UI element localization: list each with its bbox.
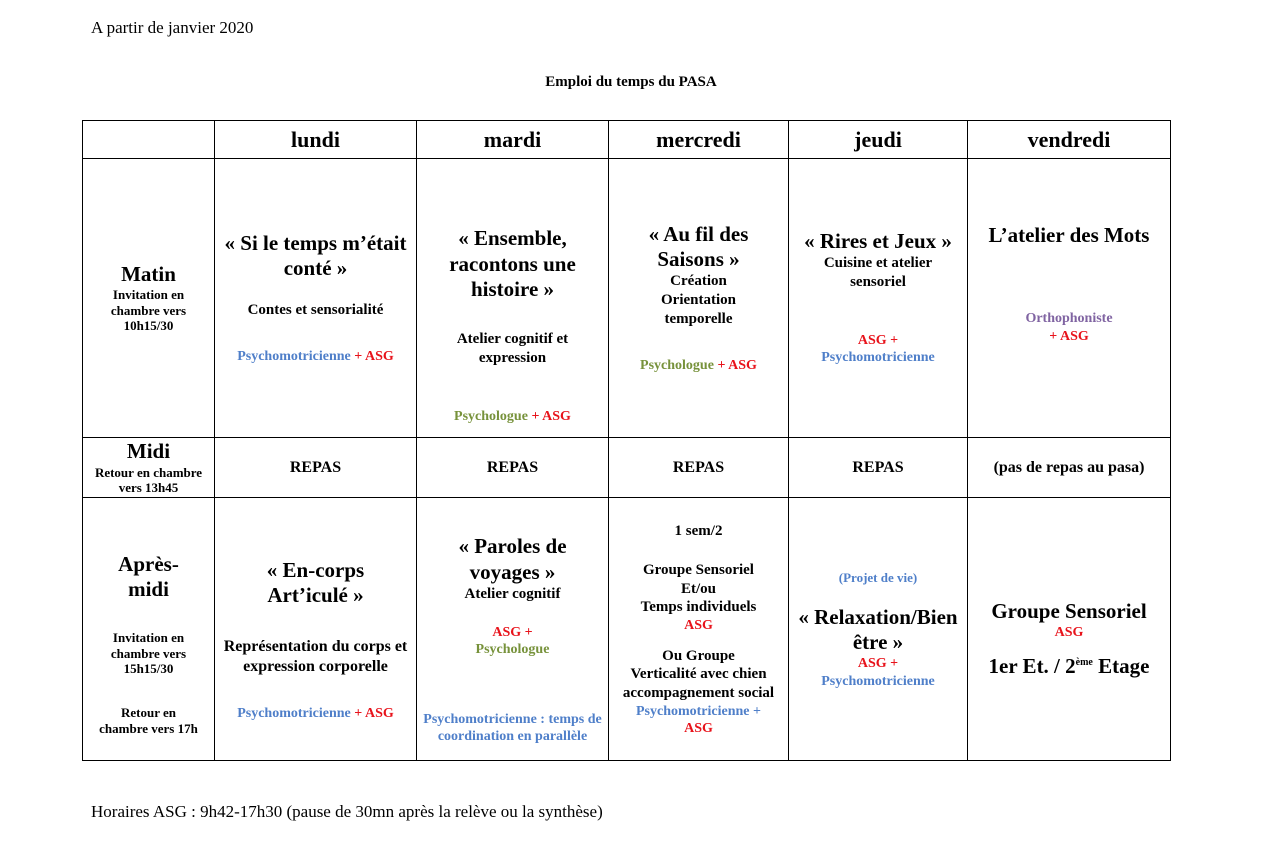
cell-matin-jeudi <box>789 159 968 438</box>
staff-name: Psychomotricienne <box>237 705 351 721</box>
activity-line: Groupe Sensoriel <box>643 561 754 578</box>
cell-am-mardi <box>417 498 609 761</box>
day-header-mercredi: mercredi <box>609 121 789 159</box>
cell-midi-mardi: REPAS <box>417 438 609 498</box>
location <box>972 654 1166 679</box>
day-header-mardi: mardi <box>417 121 609 159</box>
staff-name: ASG + <box>857 656 899 672</box>
staff-line <box>613 357 784 375</box>
staff-name: ASG <box>492 624 522 640</box>
apres-midi-row <box>83 498 1171 761</box>
staff-name: ASG <box>542 408 571 424</box>
activity-title: L’atelier des Mots <box>988 223 1150 247</box>
staff-name: Psychologue <box>640 357 714 373</box>
cell-matin-lundi <box>215 159 417 438</box>
cell-midi-jeudi: REPAS <box>789 438 968 498</box>
cell-midi-vendredi: (pas de repas au pasa) <box>968 438 1171 498</box>
activity-line: Verticalité avec chien accompagnement social <box>622 666 775 702</box>
apres-midi-label: Après-midi <box>118 551 179 602</box>
staff-name: ASG <box>684 721 713 737</box>
matin-label: Matin <box>121 262 176 287</box>
staff-name: Psychomotricienne <box>237 348 351 364</box>
staff-line <box>219 348 412 366</box>
activity-line: Ou Groupe <box>662 647 735 664</box>
header-date: A partir de janvier 2020 <box>91 18 254 37</box>
staff-plus: + <box>350 348 365 364</box>
activity-title: Groupe Sensoriel <box>991 599 1147 624</box>
matin-row <box>83 159 1171 438</box>
day-header-jeudi: jeudi <box>789 121 968 159</box>
cell-am-jeudi <box>789 498 968 761</box>
staff-name: Psychomotricienne <box>821 350 935 366</box>
cell-am-mercredi <box>609 498 789 761</box>
activity-desc: Représentation du corps et expression corporelle <box>223 637 408 675</box>
corner-cell <box>83 121 215 159</box>
activity-title: « Si le temps m’était conté » <box>224 230 407 280</box>
activity-line: Temps individuels <box>640 599 757 616</box>
staff-plus: + <box>521 624 533 640</box>
staff-name: ASG <box>1054 625 1084 641</box>
staff-plus: + <box>713 357 729 373</box>
schedule-table <box>82 120 1171 761</box>
staff-name: ASG <box>364 705 394 721</box>
activity-desc: Cuisine et atelier sensoriel <box>823 255 933 291</box>
staff-name: Psychologue <box>475 642 550 658</box>
staff-name: ASG <box>364 348 394 364</box>
activity-desc: Atelier cognitif et expression <box>456 331 569 366</box>
staff-plus: + <box>527 408 543 424</box>
apres-midi-note-1: Invitation en chambre vers 15h15/30 <box>110 630 187 677</box>
cell-am-vendredi <box>968 498 1171 761</box>
activity-title: « Ensemble, racontons une histoire » <box>449 226 576 301</box>
staff-plus: + <box>350 705 365 721</box>
activity-title: « En-corps Art’iculé » <box>266 558 365 608</box>
staff-name: ASG <box>684 618 713 634</box>
staff-name: Psychomotricienne : temps de coordination en parallèle <box>423 711 602 745</box>
cell-matin-mercredi <box>609 159 789 438</box>
midi-row <box>83 438 1171 498</box>
location-sup: ème <box>1075 656 1093 668</box>
staff-line <box>421 624 604 642</box>
staff-name: Psychomotricienne <box>821 673 935 689</box>
activity-line: Et/ou <box>680 580 716 597</box>
header-row <box>83 121 1171 159</box>
location-part: Etage <box>1092 653 1150 678</box>
activity-title: « Relaxation/Bien être » <box>798 605 958 655</box>
midi-label: Midi <box>126 439 171 464</box>
activity-desc: Atelier cognitif <box>464 585 561 602</box>
cell-am-lundi <box>215 498 417 761</box>
row-label-matin <box>83 159 215 438</box>
cell-midi-lundi: REPAS <box>215 438 417 498</box>
cell-matin-mardi <box>417 159 609 438</box>
staff-name: + ASG <box>1049 328 1089 344</box>
footer-note: Horaires ASG : 9h42-17h30 (pause de 30mn après la relève ou la synthèse) <box>91 802 603 821</box>
staff-name: ASG + <box>857 332 899 348</box>
staff-name: Psychomotricienne + <box>635 703 761 719</box>
staff-line <box>421 408 604 426</box>
matin-note: Invitation en chambre vers 10h15/30 <box>110 287 187 334</box>
frequency: 1 sem/2 <box>674 523 723 540</box>
staff-name: Psychologue <box>454 408 528 424</box>
day-header-lundi: lundi <box>215 121 417 159</box>
staff-name: Orthophoniste <box>1025 311 1113 327</box>
activity-title: « Rires et Jeux » <box>804 229 952 254</box>
activity-desc: Création Orientation temporelle <box>661 273 736 327</box>
row-label-apres-midi <box>83 498 215 761</box>
project-note: (Projet de vie) <box>838 569 918 585</box>
cell-matin-vendredi <box>968 159 1171 438</box>
row-label-midi <box>83 438 215 498</box>
cell-midi-mercredi: REPAS <box>609 438 789 498</box>
apres-midi-note-2: Retour en chambre vers 17h <box>99 704 198 736</box>
activity-title: « Au fil des Saisons » <box>648 221 749 272</box>
staff-name: ASG <box>728 357 757 373</box>
page-title: Emploi du temps du PASA <box>545 74 717 90</box>
activity-desc: Contes et sensorialité <box>247 302 384 319</box>
midi-note: Retour en chambre vers 13h45 <box>94 464 203 496</box>
activity-title: « Paroles de voyages » <box>458 534 567 584</box>
location-part: 1er Et. / 2 <box>988 653 1076 678</box>
staff-line <box>219 705 412 723</box>
day-header-vendredi: vendredi <box>968 121 1171 159</box>
